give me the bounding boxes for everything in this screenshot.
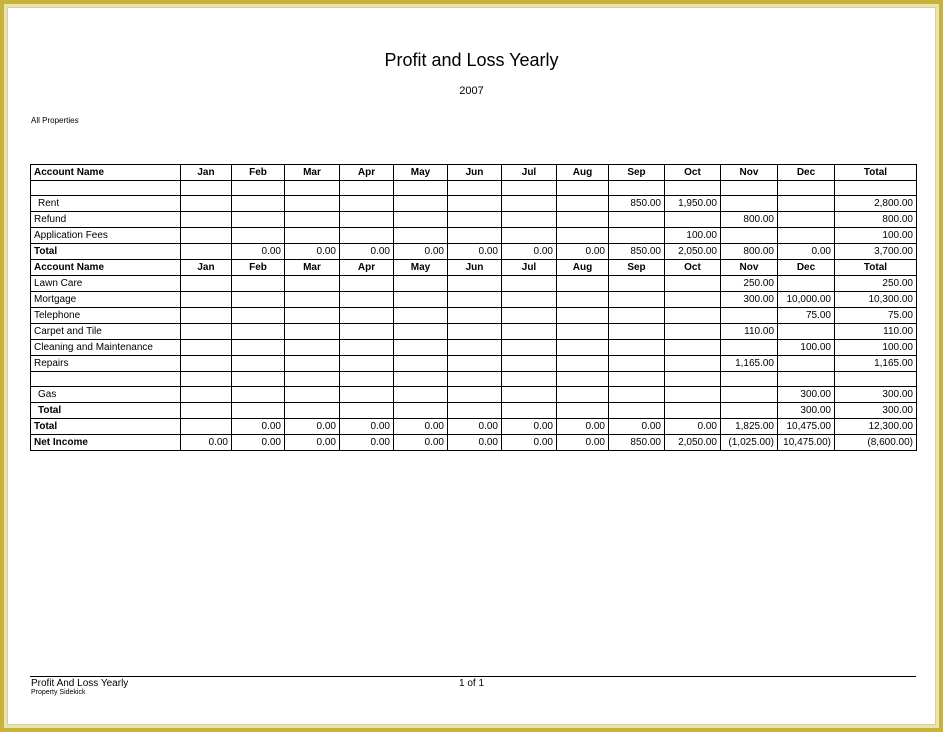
value-cell bbox=[665, 403, 721, 419]
value-cell bbox=[181, 372, 232, 387]
value-cell bbox=[721, 403, 778, 419]
value-cell bbox=[609, 356, 665, 372]
value-cell bbox=[285, 387, 340, 403]
properties-label: All Properties bbox=[31, 116, 79, 125]
value-cell bbox=[665, 340, 721, 356]
footer-subtitle: Property Sidekick bbox=[31, 689, 86, 696]
value-cell bbox=[778, 276, 835, 292]
value-cell bbox=[502, 292, 557, 308]
value-cell bbox=[557, 228, 609, 244]
value-cell: 250.00 bbox=[721, 276, 778, 292]
value-cell bbox=[448, 212, 502, 228]
column-header: Jan bbox=[181, 165, 232, 181]
value-cell: 110.00 bbox=[721, 324, 778, 340]
value-cell bbox=[394, 308, 448, 324]
value-cell bbox=[394, 372, 448, 387]
value-cell bbox=[340, 196, 394, 212]
value-cell bbox=[285, 212, 340, 228]
value-cell bbox=[778, 196, 835, 212]
account-name-cell: Application Fees bbox=[31, 228, 181, 244]
table-row bbox=[31, 419, 917, 435]
value-cell: 0.00 bbox=[285, 435, 340, 451]
value-cell: 75.00 bbox=[778, 308, 835, 324]
value-cell bbox=[448, 340, 502, 356]
value-cell bbox=[721, 228, 778, 244]
value-cell: 100.00 bbox=[835, 340, 917, 356]
value-cell: 0.00 bbox=[232, 419, 285, 435]
column-header: Oct bbox=[665, 165, 721, 181]
value-cell: 12,300.00 bbox=[835, 419, 917, 435]
value-cell bbox=[232, 340, 285, 356]
value-cell: 0.00 bbox=[665, 419, 721, 435]
value-cell bbox=[665, 308, 721, 324]
column-header: Mar bbox=[285, 165, 340, 181]
value-cell: 2,800.00 bbox=[835, 196, 917, 212]
value-cell: 0.00 bbox=[232, 244, 285, 260]
value-cell: 1,165.00 bbox=[721, 356, 778, 372]
value-cell: 0.00 bbox=[557, 435, 609, 451]
value-cell bbox=[340, 387, 394, 403]
value-cell bbox=[232, 324, 285, 340]
value-cell bbox=[181, 356, 232, 372]
value-cell bbox=[394, 228, 448, 244]
value-cell bbox=[232, 387, 285, 403]
value-cell bbox=[232, 372, 285, 387]
column-header: Account Name bbox=[31, 165, 181, 181]
value-cell bbox=[835, 181, 917, 196]
value-cell: 0.00 bbox=[502, 244, 557, 260]
value-cell bbox=[181, 419, 232, 435]
value-cell: 0.00 bbox=[394, 244, 448, 260]
table-row bbox=[31, 244, 917, 260]
value-cell bbox=[340, 181, 394, 196]
value-cell bbox=[394, 340, 448, 356]
value-cell: 0.00 bbox=[448, 435, 502, 451]
value-cell bbox=[232, 181, 285, 196]
value-cell: 0.00 bbox=[448, 419, 502, 435]
value-cell bbox=[557, 181, 609, 196]
table-row bbox=[31, 403, 917, 419]
value-cell: 3,700.00 bbox=[835, 244, 917, 260]
value-cell: 75.00 bbox=[835, 308, 917, 324]
value-cell bbox=[448, 387, 502, 403]
value-cell bbox=[448, 356, 502, 372]
value-cell bbox=[181, 196, 232, 212]
page-number: 1 of 1 bbox=[458, 678, 485, 689]
value-cell bbox=[502, 372, 557, 387]
value-cell bbox=[502, 228, 557, 244]
value-cell bbox=[340, 228, 394, 244]
value-cell: 800.00 bbox=[721, 212, 778, 228]
value-cell bbox=[285, 196, 340, 212]
value-cell bbox=[609, 403, 665, 419]
table-body bbox=[31, 165, 917, 451]
value-cell bbox=[181, 403, 232, 419]
value-cell bbox=[232, 292, 285, 308]
table-row bbox=[31, 435, 917, 451]
value-cell bbox=[721, 308, 778, 324]
value-cell bbox=[557, 372, 609, 387]
table-row bbox=[31, 308, 917, 324]
value-cell bbox=[448, 403, 502, 419]
account-name-cell: Telephone bbox=[31, 308, 181, 324]
value-cell bbox=[609, 292, 665, 308]
account-name-cell: Lawn Care bbox=[31, 276, 181, 292]
report-title: Profit and Loss Yearly bbox=[384, 50, 559, 70]
value-cell bbox=[181, 292, 232, 308]
value-cell bbox=[394, 292, 448, 308]
value-cell bbox=[721, 340, 778, 356]
value-cell: 10,475.00) bbox=[778, 435, 835, 451]
column-header: May bbox=[394, 165, 448, 181]
value-cell: 0.00 bbox=[557, 419, 609, 435]
value-cell bbox=[181, 387, 232, 403]
value-cell bbox=[778, 212, 835, 228]
value-cell: 0.00 bbox=[232, 435, 285, 451]
value-cell bbox=[285, 324, 340, 340]
value-cell bbox=[778, 228, 835, 244]
value-cell bbox=[721, 181, 778, 196]
value-cell bbox=[721, 372, 778, 387]
value-cell bbox=[721, 387, 778, 403]
value-cell bbox=[285, 292, 340, 308]
value-cell: 1,950.00 bbox=[665, 196, 721, 212]
value-cell bbox=[502, 403, 557, 419]
value-cell bbox=[665, 276, 721, 292]
value-cell: 0.00 bbox=[502, 435, 557, 451]
value-cell bbox=[665, 212, 721, 228]
value-cell bbox=[181, 181, 232, 196]
value-cell bbox=[665, 181, 721, 196]
value-cell bbox=[502, 276, 557, 292]
value-cell: 10,475.00 bbox=[778, 419, 835, 435]
value-cell bbox=[502, 340, 557, 356]
account-name-cell: Carpet and Tile bbox=[31, 324, 181, 340]
column-header: May bbox=[394, 260, 448, 276]
value-cell bbox=[778, 372, 835, 387]
value-cell bbox=[835, 372, 917, 387]
column-header: Jul bbox=[502, 165, 557, 181]
value-cell bbox=[557, 324, 609, 340]
value-cell bbox=[340, 308, 394, 324]
value-cell bbox=[285, 356, 340, 372]
value-cell bbox=[665, 324, 721, 340]
account-name-cell: Rent bbox=[31, 196, 181, 212]
value-cell bbox=[557, 308, 609, 324]
column-header: Sep bbox=[609, 165, 665, 181]
table-row bbox=[31, 356, 917, 372]
value-cell: 0.00 bbox=[448, 244, 502, 260]
value-cell bbox=[609, 212, 665, 228]
value-cell: 100.00 bbox=[665, 228, 721, 244]
column-header: Mar bbox=[285, 260, 340, 276]
value-cell: 250.00 bbox=[835, 276, 917, 292]
value-cell: 300.00 bbox=[835, 387, 917, 403]
value-cell bbox=[609, 276, 665, 292]
account-name-cell bbox=[31, 372, 181, 387]
value-cell bbox=[394, 387, 448, 403]
value-cell bbox=[394, 356, 448, 372]
value-cell: 800.00 bbox=[835, 212, 917, 228]
value-cell bbox=[609, 308, 665, 324]
column-header: Jul bbox=[502, 260, 557, 276]
value-cell bbox=[232, 403, 285, 419]
value-cell bbox=[778, 324, 835, 340]
value-cell bbox=[285, 181, 340, 196]
value-cell: 2,050.00 bbox=[665, 435, 721, 451]
value-cell bbox=[502, 212, 557, 228]
value-cell bbox=[394, 212, 448, 228]
value-cell bbox=[285, 403, 340, 419]
value-cell bbox=[502, 308, 557, 324]
account-name-cell: Refund bbox=[31, 212, 181, 228]
value-cell bbox=[285, 276, 340, 292]
account-name-cell: Cleaning and Maintenance bbox=[31, 340, 181, 356]
value-cell bbox=[557, 276, 609, 292]
value-cell: 0.00 bbox=[557, 244, 609, 260]
account-name-cell: Mortgage bbox=[31, 292, 181, 308]
column-header: Total bbox=[835, 165, 917, 181]
value-cell bbox=[778, 356, 835, 372]
column-header: Jun bbox=[448, 165, 502, 181]
value-cell bbox=[232, 228, 285, 244]
value-cell bbox=[502, 324, 557, 340]
column-header: Dec bbox=[778, 260, 835, 276]
footer-divider bbox=[30, 676, 916, 677]
account-name-cell: Total bbox=[31, 419, 181, 435]
table-row bbox=[31, 340, 917, 356]
value-cell bbox=[340, 340, 394, 356]
value-cell bbox=[502, 196, 557, 212]
value-cell bbox=[394, 276, 448, 292]
value-cell bbox=[285, 340, 340, 356]
value-cell bbox=[181, 308, 232, 324]
value-cell bbox=[181, 276, 232, 292]
value-cell bbox=[665, 292, 721, 308]
value-cell bbox=[502, 181, 557, 196]
value-cell bbox=[448, 196, 502, 212]
value-cell: 0.00 bbox=[502, 419, 557, 435]
value-cell bbox=[665, 372, 721, 387]
value-cell bbox=[448, 324, 502, 340]
value-cell bbox=[448, 228, 502, 244]
value-cell: 0.00 bbox=[285, 419, 340, 435]
column-header: Nov bbox=[721, 260, 778, 276]
header-row bbox=[31, 260, 917, 276]
value-cell: 0.00 bbox=[285, 244, 340, 260]
value-cell bbox=[609, 324, 665, 340]
value-cell bbox=[609, 228, 665, 244]
value-cell: 300.00 bbox=[721, 292, 778, 308]
column-header: Nov bbox=[721, 165, 778, 181]
column-header: Oct bbox=[665, 260, 721, 276]
value-cell bbox=[609, 181, 665, 196]
value-cell: 0.00 bbox=[394, 419, 448, 435]
value-cell bbox=[557, 340, 609, 356]
value-cell bbox=[181, 340, 232, 356]
value-cell bbox=[340, 276, 394, 292]
table-row bbox=[31, 196, 917, 212]
column-header: Total bbox=[835, 260, 917, 276]
value-cell bbox=[448, 372, 502, 387]
value-cell bbox=[557, 292, 609, 308]
footer-title: Profit And Loss Yearly bbox=[31, 678, 129, 689]
value-cell bbox=[340, 324, 394, 340]
column-header: Apr bbox=[340, 260, 394, 276]
account-name-cell: Gas bbox=[31, 387, 181, 403]
column-header: Aug bbox=[557, 165, 609, 181]
value-cell bbox=[394, 324, 448, 340]
account-name-cell: Repairs bbox=[31, 356, 181, 372]
value-cell: 850.00 bbox=[609, 435, 665, 451]
value-cell bbox=[394, 403, 448, 419]
column-header: Feb bbox=[232, 165, 285, 181]
column-header: Apr bbox=[340, 165, 394, 181]
column-header: Account Name bbox=[31, 260, 181, 276]
value-cell bbox=[609, 372, 665, 387]
value-cell bbox=[609, 387, 665, 403]
value-cell bbox=[232, 276, 285, 292]
account-name-cell bbox=[31, 181, 181, 196]
value-cell bbox=[778, 181, 835, 196]
value-cell bbox=[665, 387, 721, 403]
value-cell: 850.00 bbox=[609, 244, 665, 260]
value-cell bbox=[448, 276, 502, 292]
account-name-cell: Total bbox=[31, 403, 181, 419]
value-cell bbox=[232, 356, 285, 372]
value-cell bbox=[448, 308, 502, 324]
table-row bbox=[31, 292, 917, 308]
value-cell bbox=[557, 356, 609, 372]
value-cell: 0.00 bbox=[394, 435, 448, 451]
table-row bbox=[31, 228, 917, 244]
value-cell bbox=[340, 403, 394, 419]
table-row bbox=[31, 324, 917, 340]
value-cell bbox=[232, 212, 285, 228]
value-cell bbox=[557, 196, 609, 212]
value-cell bbox=[181, 324, 232, 340]
column-header: Jun bbox=[448, 260, 502, 276]
account-name-cell: Total bbox=[31, 244, 181, 260]
value-cell bbox=[285, 228, 340, 244]
value-cell bbox=[340, 292, 394, 308]
value-cell: 0.00 bbox=[181, 435, 232, 451]
value-cell: 100.00 bbox=[778, 340, 835, 356]
value-cell bbox=[285, 308, 340, 324]
value-cell bbox=[285, 372, 340, 387]
value-cell bbox=[340, 372, 394, 387]
account-name-cell: Net Income bbox=[31, 435, 181, 451]
value-cell: 110.00 bbox=[835, 324, 917, 340]
value-cell: 300.00 bbox=[778, 387, 835, 403]
value-cell bbox=[448, 292, 502, 308]
value-cell bbox=[181, 212, 232, 228]
value-cell: 300.00 bbox=[835, 403, 917, 419]
value-cell bbox=[502, 387, 557, 403]
value-cell bbox=[394, 196, 448, 212]
value-cell bbox=[394, 181, 448, 196]
table-row bbox=[31, 276, 917, 292]
value-cell: 2,050.00 bbox=[665, 244, 721, 260]
value-cell bbox=[181, 228, 232, 244]
value-cell bbox=[557, 403, 609, 419]
value-cell: 800.00 bbox=[721, 244, 778, 260]
value-cell: (8,600.00) bbox=[835, 435, 917, 451]
column-header: Sep bbox=[609, 260, 665, 276]
value-cell bbox=[721, 196, 778, 212]
value-cell: 300.00 bbox=[778, 403, 835, 419]
value-cell bbox=[448, 181, 502, 196]
column-header: Jan bbox=[181, 260, 232, 276]
value-cell: 1,825.00 bbox=[721, 419, 778, 435]
value-cell: (1,025.00) bbox=[721, 435, 778, 451]
value-cell: 850.00 bbox=[609, 196, 665, 212]
report-year: 2007 bbox=[459, 85, 484, 97]
value-cell bbox=[340, 212, 394, 228]
value-cell: 0.00 bbox=[778, 244, 835, 260]
value-cell: 100.00 bbox=[835, 228, 917, 244]
table-row bbox=[31, 372, 917, 387]
value-cell bbox=[181, 244, 232, 260]
value-cell bbox=[232, 196, 285, 212]
value-cell: 0.00 bbox=[340, 244, 394, 260]
header-row bbox=[31, 165, 917, 181]
value-cell bbox=[557, 212, 609, 228]
value-cell: 10,000.00 bbox=[778, 292, 835, 308]
value-cell bbox=[557, 387, 609, 403]
table-row bbox=[31, 387, 917, 403]
value-cell bbox=[665, 356, 721, 372]
column-header: Feb bbox=[232, 260, 285, 276]
column-header: Aug bbox=[557, 260, 609, 276]
value-cell bbox=[502, 356, 557, 372]
value-cell: 1,165.00 bbox=[835, 356, 917, 372]
table-row bbox=[31, 181, 917, 196]
value-cell: 0.00 bbox=[340, 435, 394, 451]
column-header: Dec bbox=[778, 165, 835, 181]
value-cell: 0.00 bbox=[609, 419, 665, 435]
value-cell bbox=[340, 356, 394, 372]
value-cell: 0.00 bbox=[340, 419, 394, 435]
profit-loss-table bbox=[30, 164, 917, 451]
value-cell bbox=[609, 340, 665, 356]
value-cell: 10,300.00 bbox=[835, 292, 917, 308]
table-row bbox=[31, 212, 917, 228]
value-cell bbox=[232, 308, 285, 324]
